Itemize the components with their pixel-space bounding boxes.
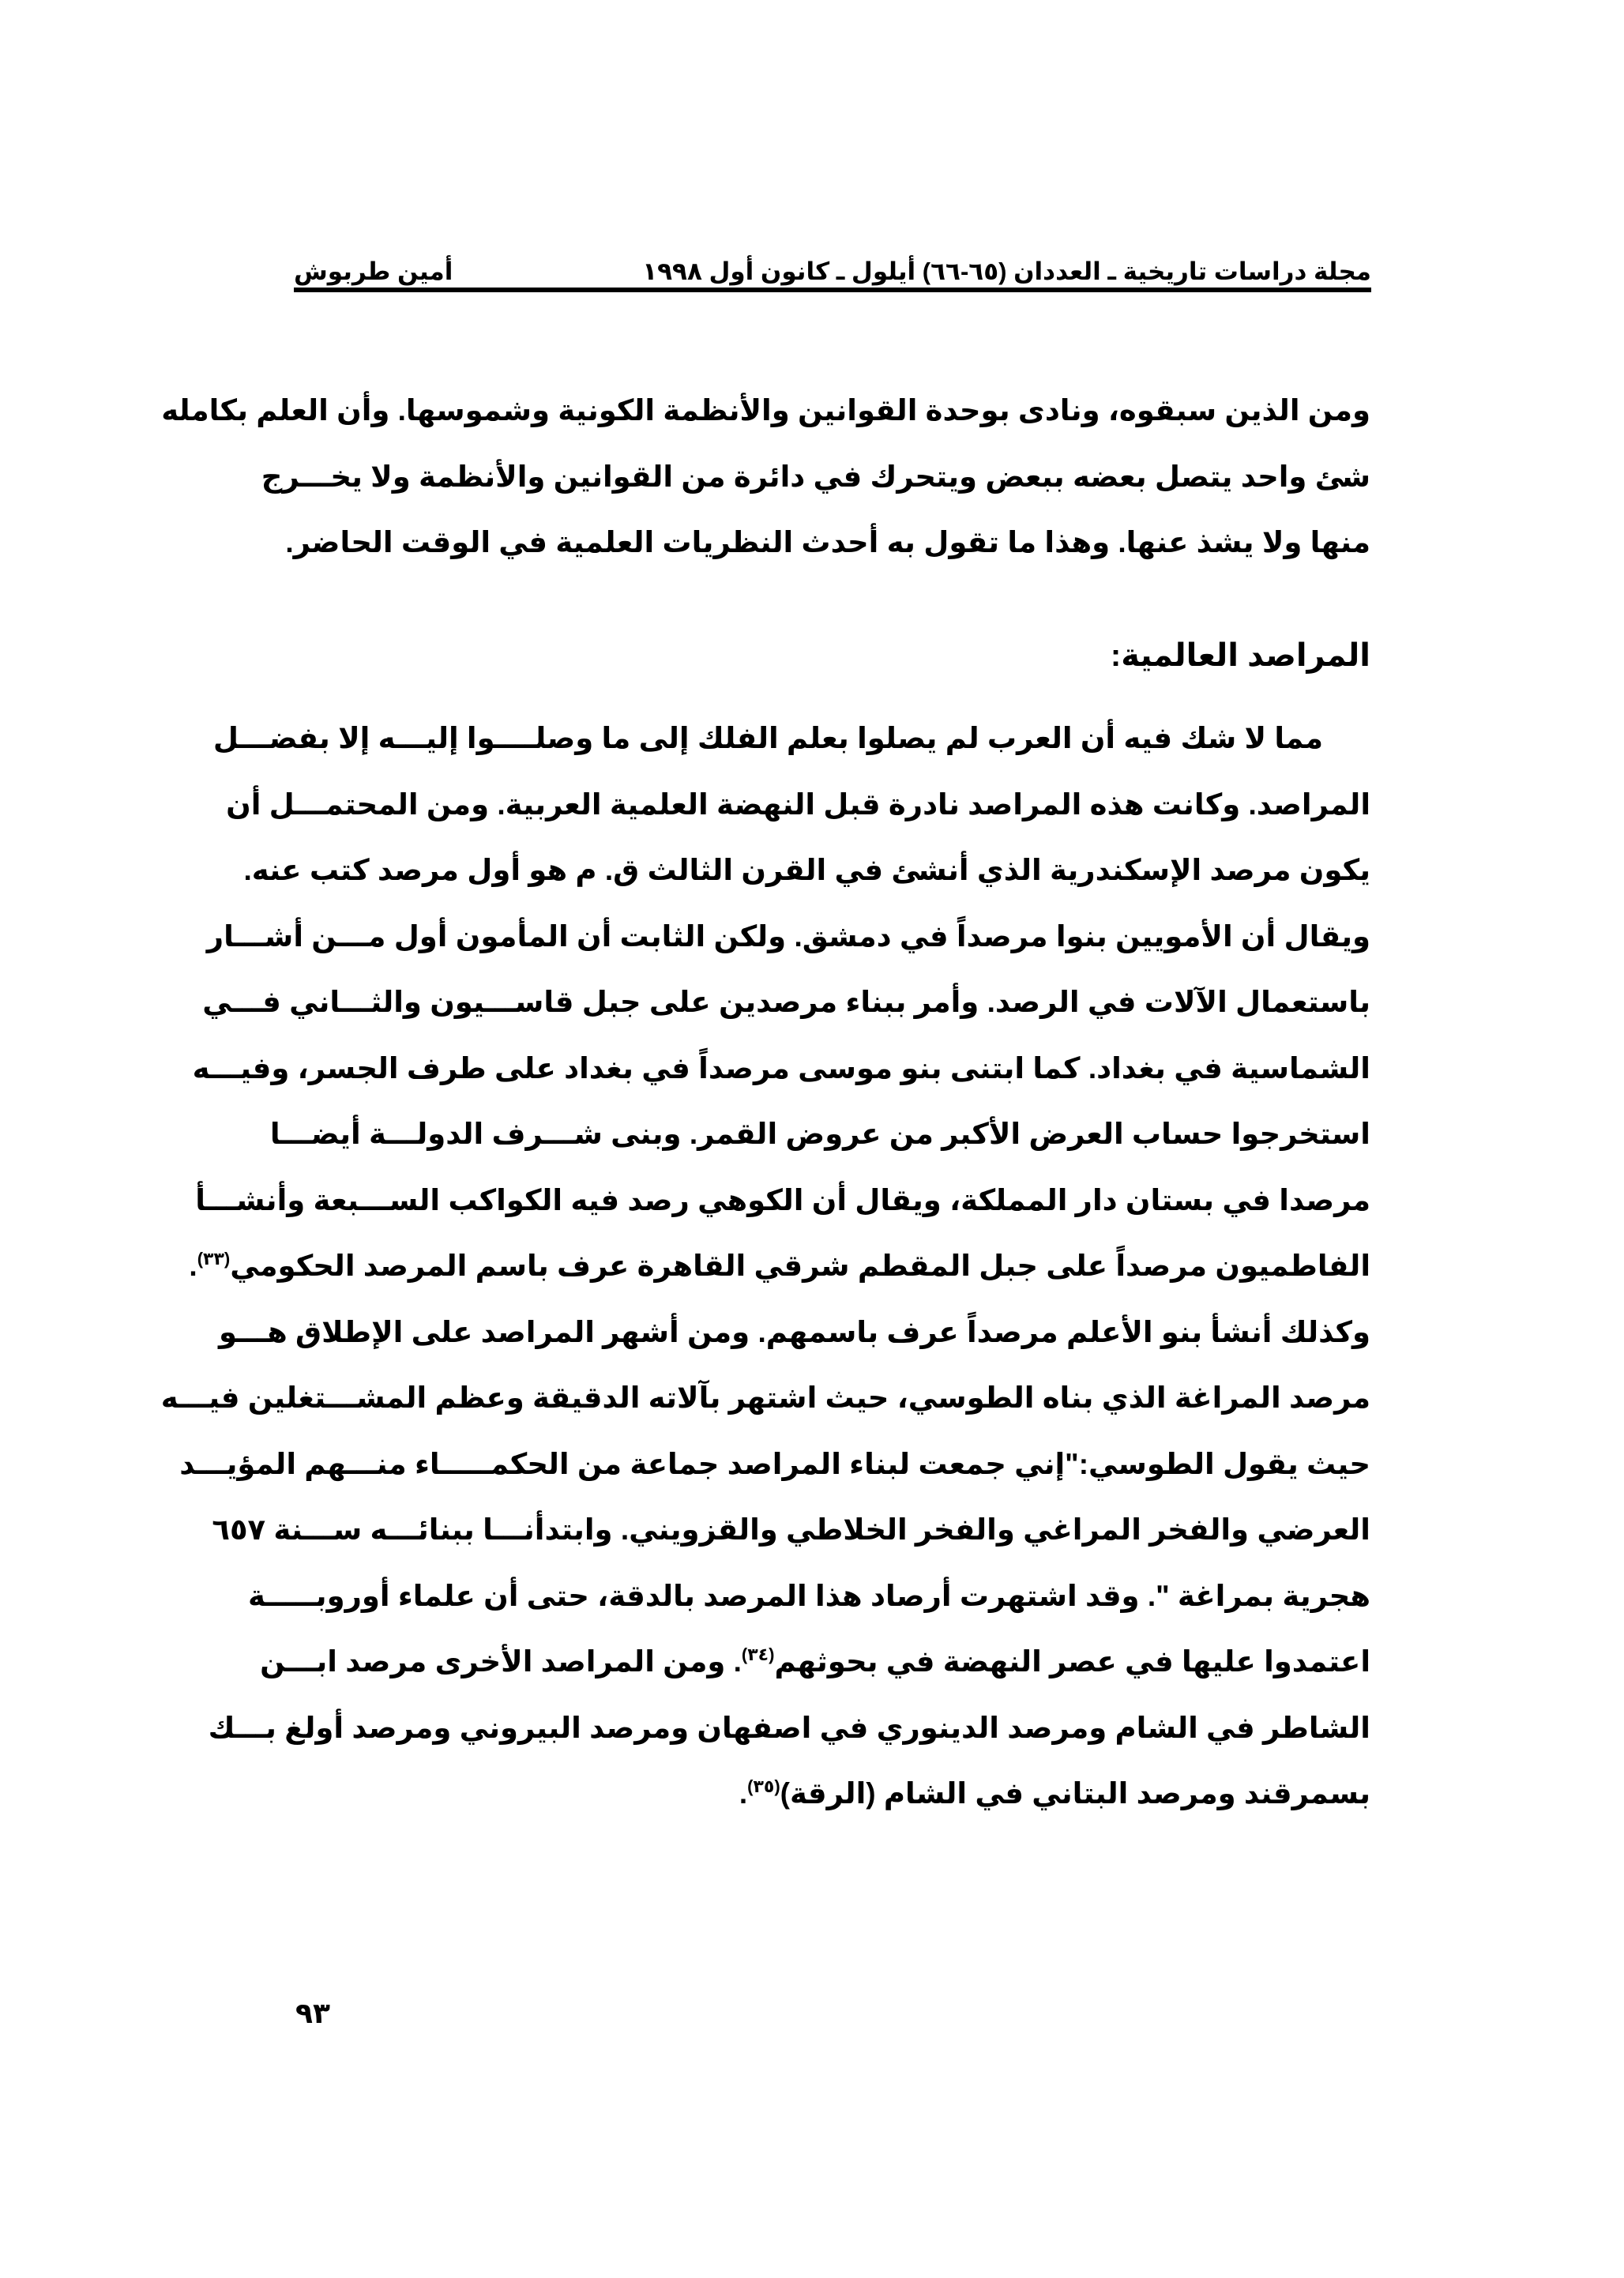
intro-paragraph <box>161 378 1370 576</box>
text-line <box>195 1167 1370 1234</box>
line-text: حيث يقول الطوسي:"إني جمعت لبناء المراصد جماعة من الحكمـــــاء منـــهم المؤيـــد <box>179 1447 1370 1480</box>
line-text: استخرجوا حساب العرض الأكبر من عروض القمر. وبنى شـــرف الدولـــة أيضـــا <box>269 1118 1370 1150</box>
line-text: مرصد المراغة الذي بناه الطوسي، حيث اشتهر بآلاته الدقيقة وعظم المشـــتغلين فيـــه <box>160 1381 1370 1414</box>
running-header <box>294 251 1371 286</box>
line-text: هجرية بمراغة ". وقد اشتهرت أرصاد هذا المرصد بالدقة، حتى أن علماء أوروبـــــة <box>248 1579 1370 1612</box>
line-text: . <box>189 1250 197 1282</box>
text-line <box>192 1036 1370 1102</box>
text-line <box>248 1563 1370 1630</box>
text-line <box>208 1695 1370 1761</box>
text-line <box>202 969 1370 1036</box>
journal-title: مجلة دراسات تاريخية ـ العددان (٦٥-٦٦) أيلول ـ كانون أول ١٩٩٨ <box>642 257 1371 285</box>
line-text: الشاطر في الشام ومرصد الدينوري في اصفهان ومرصد البيروني ومرصد أولغ بـــك <box>208 1711 1370 1744</box>
line-text: . <box>739 1777 748 1810</box>
header-rule <box>294 288 1371 292</box>
text-line <box>212 705 1370 772</box>
text-line: ومن الذين سبقوه، ونادى بوحدة القوانين والأنظمة الكونية وشموسها. وأن العلم بكامله <box>161 394 1370 427</box>
line-text: وكذلك أنشأ بنو الأعلم مرصداً عرف باسمهم. ومن أشهر المراصد على الإطلاق هـــو <box>218 1315 1370 1348</box>
line-text: يكون مرصد الإسكندرية الذي أنشئ في القرن الثالث ق. م هو أول مرصد كتب عنه. <box>243 854 1370 886</box>
line-text: العرضي والفخر المراغي والفخر الخلاطي والقزويني. وابتدأنـــا ببنائـــه ســـنة ٦٥٧ <box>212 1513 1370 1546</box>
text-line <box>260 1629 1370 1695</box>
text-line: منها ولا يشذ عنها. وهذا ما تقول به أحدث النظريات العلمية في الوقت الحاضر. <box>285 526 1370 558</box>
footnote-reference: (٣٥) <box>747 1776 780 1796</box>
text-line <box>243 837 1370 904</box>
line-text: ويقال أن الأمويين بنوا مرصداً في دمشق. ولكن الثابت أن المأمون أول مـــن أشـــار <box>206 919 1370 953</box>
line-text: المراصد. وكانت هذه المراصد نادرة قبل النهضة العلمية العربية. ومن المحتمـــل أن <box>226 788 1370 821</box>
line-text: مما لا شك فيه أن العرب لم يصلوا بعلم الفلك إلى ما وصلــــوا إليـــه إلا بفضـــل <box>212 722 1323 754</box>
line-text: اعتمدوا عليها في عصر النهضة في بحوثهم <box>774 1645 1370 1678</box>
line-text: الشماسية في بغداد. كما ابتنى بنو موسى مرصداً في بغداد على طرف الجسر، وفيـــه <box>192 1051 1370 1084</box>
line-text: مرصدا في بستان دار المملكة، ويقال أن الكوهي رصد فيه الكواكب الســـبعة وأنشـــأ <box>195 1183 1370 1216</box>
text-line <box>179 1431 1370 1498</box>
line-text: بسمرقند ومرصد البتاني في الشام (الرقة) <box>780 1777 1370 1810</box>
text-line <box>269 1101 1370 1167</box>
text-line <box>218 1299 1370 1366</box>
footnote-reference: (٣٣) <box>197 1249 231 1269</box>
author-name: أمين طربوش <box>294 257 453 285</box>
footnote-reference: (٣٤) <box>741 1645 775 1664</box>
section-heading: المراصد العالمية: <box>1110 638 1370 673</box>
text-line <box>212 1497 1370 1563</box>
text-line <box>189 1233 1370 1299</box>
text-line: شئ واحد يتصل بعضه ببعض ويتحرك في دائرة من القوانين والأنظمة ولا يخـــرج <box>261 460 1370 493</box>
text-line <box>295 1761 1370 1827</box>
text-line <box>226 772 1370 838</box>
line-text: باستعمال الآلات في الرصد. وأمر ببناء مرصدين على جبل قاســـيون والثـــاني فـــي <box>202 986 1370 1018</box>
body-paragraph <box>160 705 1370 1827</box>
line-text: الفاطميون مرصداً على جبل المقطم شرقي القاهرة عرف باسم المرصد الحكومي <box>230 1250 1370 1282</box>
text-line <box>160 1365 1370 1431</box>
line-text: . ومن المراصد الأخرى مرصد ابـــن <box>260 1645 742 1678</box>
text-line <box>206 904 1370 970</box>
page-number: ٩٣ <box>295 1997 330 2029</box>
